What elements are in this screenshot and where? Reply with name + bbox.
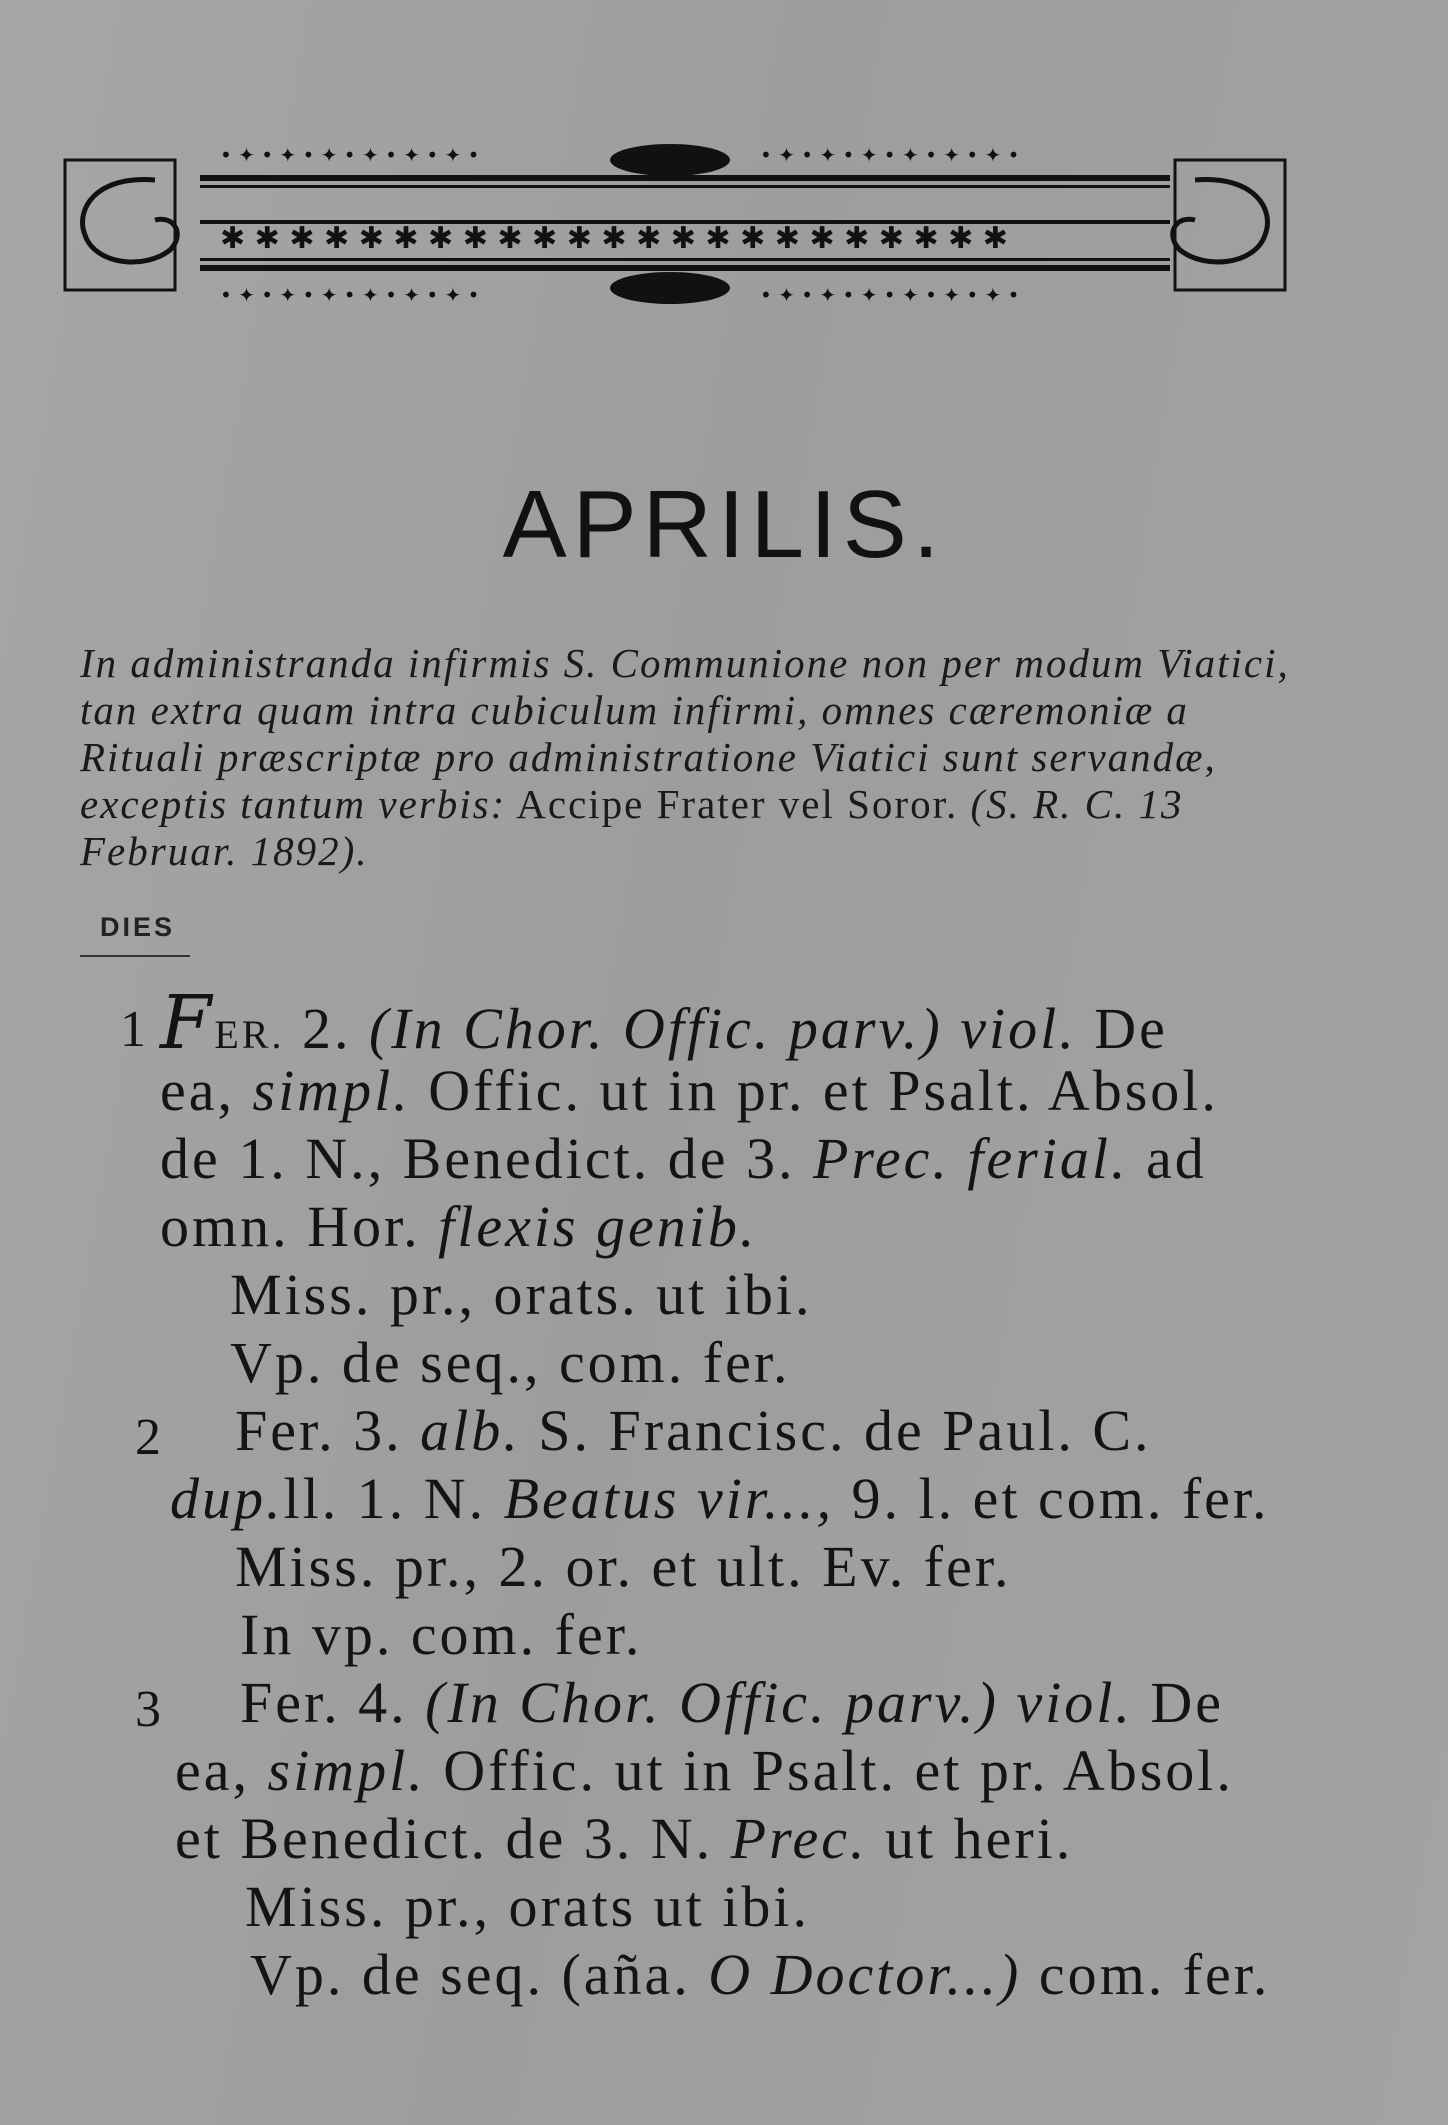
- dies-label: DIES: [100, 912, 176, 942]
- day-1-line-3: de 1. N., Benedict. de 3. Prec. ferial. ad: [160, 1126, 1207, 1191]
- day-number: 3: [135, 1681, 161, 1738]
- svg-text:• ✦ • ✦ • ✦ • ✦ • ✦ • ✦ •: • ✦ • ✦ • ✦ • ✦ • ✦ • ✦ •: [220, 283, 480, 307]
- day-1-line-5: Miss. pr., orats. ut ibi.: [230, 1262, 813, 1327]
- svg-text:• ✦ • ✦ • ✦ • ✦ • ✦ • ✦ •: • ✦ • ✦ • ✦ • ✦ • ✦ • ✦ •: [220, 143, 480, 167]
- day-number: 1: [120, 1001, 146, 1058]
- intro-citation: (S. R. C. 13 Februar. 1892).: [80, 781, 1184, 874]
- svg-text:• ✦ • ✦ • ✦ • ✦ • ✦ • ✦ •: • ✦ • ✦ • ✦ • ✦ • ✦ • ✦ •: [760, 283, 1020, 307]
- day-2-line-1: Fer. 3. alb. S. Francisc. de Paul. C.: [235, 1398, 1152, 1463]
- day-number: 2: [135, 1409, 161, 1466]
- intro-formula: Accipe Frater vel Soror.: [516, 781, 959, 827]
- day-1-line-6: Vp. de seq., com. fer.: [230, 1330, 791, 1395]
- day-2-line-2: dup.ll. 1. N. Beatus vir..., 9. l. et com. fer.: [170, 1466, 1270, 1531]
- day-3-line-5: Vp. de seq. (aña. O Doctor...) com. fer.: [250, 1942, 1271, 2007]
- intro-text: In administranda infirmis S. Communione non per modum Viatici, tan extra quam intra cubiculum infirmi, omnes cæremoniæ a Rituali præscriptæ pro administratione Viatici sunt servandæ, exceptis tantum verbis:: [80, 640, 1290, 827]
- page-title: APRILIS.: [502, 471, 946, 578]
- day-1-line-1: FER. 2. (In Chor. Offic. parv.) viol. De: [160, 980, 1168, 1066]
- day-3-line-2: ea, simpl. Offic. ut in Psalt. et pr. Absol.: [175, 1738, 1234, 1803]
- day-1-line-2: ea, simpl. Offic. ut in pr. et Psalt. Absol.: [160, 1058, 1219, 1123]
- day-2-line-3: Miss. pr., 2. or. et ult. Ev. fer.: [235, 1534, 1012, 1599]
- day-3-line-1: Fer. 4. (In Chor. Offic. parv.) viol. De: [240, 1670, 1225, 1735]
- day-2-line-4: In vp. com. fer.: [240, 1602, 643, 1667]
- svg-text:✱ ✱ ✱ ✱ ✱ ✱ ✱ ✱ ✱ ✱ ✱ ✱ ✱ ✱ ✱: ✱ ✱ ✱ ✱ ✱ ✱ ✱ ✱ ✱ ✱ ✱ ✱ ✱ ✱ ✱ ✱ ✱ ✱ ✱ ✱ ✱ ✱ ✱: [220, 221, 1008, 256]
- day-3-line-4: Miss. pr., orats ut ibi.: [245, 1874, 811, 1939]
- day-3-line-3: et Benedict. de 3. N. Prec. ut heri.: [175, 1806, 1074, 1871]
- svg-text:• ✦ • ✦ • ✦ • ✦ • ✦ • ✦ •: • ✦ • ✦ • ✦ • ✦ • ✦ • ✦ •: [760, 143, 1020, 167]
- day-1-line-4: omn. Hor. flexis genib.: [160, 1194, 758, 1259]
